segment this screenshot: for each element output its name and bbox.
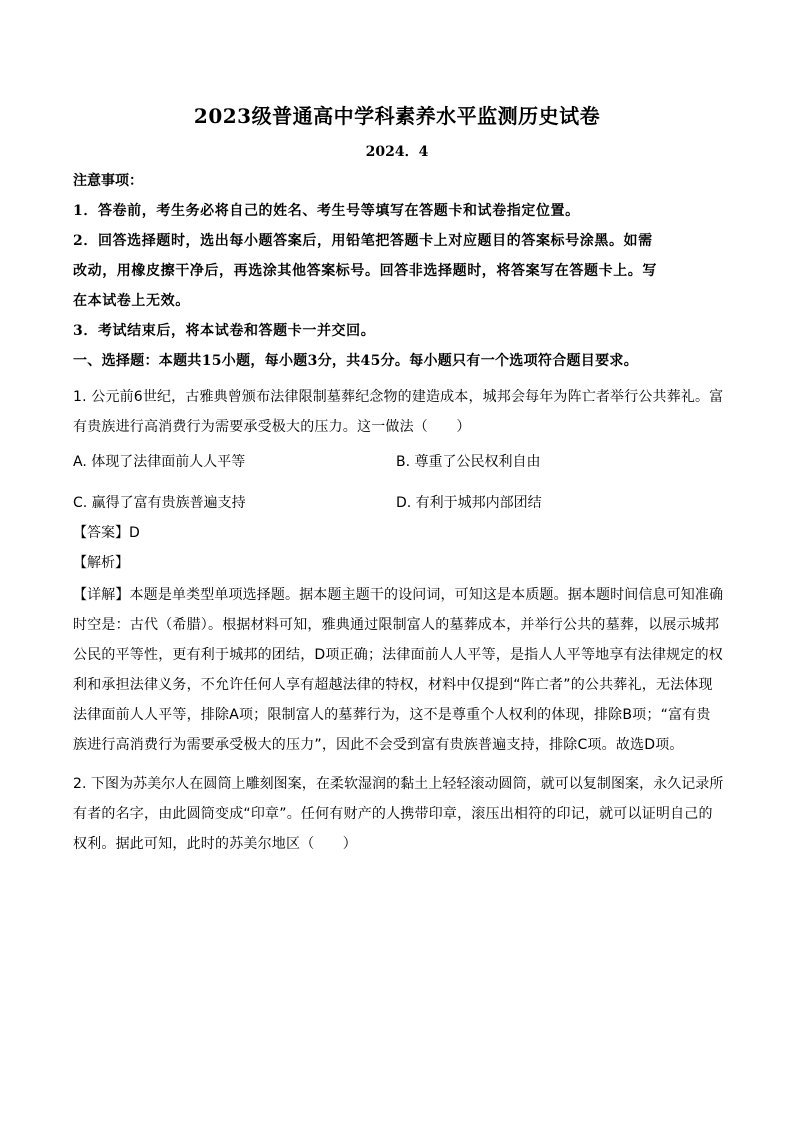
notice-line-3: 改动，用橡皮擦干净后，再选涂其他答案标号。回答非选择题时，将答案写在答题卡上。写 bbox=[73, 263, 657, 279]
section-1-heading: 一、选择题：本题共15小题，每小题3分，共45分。每小题只有一个选项符合题目要求。 bbox=[73, 353, 639, 369]
detail-label: 【详解】 bbox=[73, 587, 130, 603]
notice-line-2: 2．回答选择题时，选出每小题答案后，用铅笔把答题卡上对应题目的答案标号涂黑。如需 bbox=[73, 233, 653, 249]
q1-stem-line-1: 1. 公元前6世纪，古雅典曾颁布法律限制墓葬纪念物的建造成本，城邦会每年为阵亡者举行公共葬礼。富 bbox=[73, 389, 724, 405]
q1-detail-line-5: 法律面前人人平等，排除A项；限制富人的墓葬行为，这不是尊重个人权利的体现，排除B项；“富有贵 bbox=[73, 707, 711, 723]
exam-title: 2023级普通高中学科素养水平监测历史试卷 bbox=[193, 104, 601, 128]
notice-line-4: 在本试卷上无效。 bbox=[73, 293, 190, 309]
answer-label: 【答案】 bbox=[73, 525, 129, 541]
q1-detail-line-4: 利和承担法律义务，不允许任何人享有超越法律的特权，材料中仅提到“阵亡者”的公共葬礼，无法体现 bbox=[73, 677, 713, 693]
q1-option-d: D. 有利于城邦内部团结 bbox=[396, 495, 542, 511]
q2-stem-line-3: 权利。据此可知，此时的苏美尔地区（ ） bbox=[73, 836, 357, 852]
q1-answer bbox=[73, 522, 723, 544]
q1-detail-line-2: 时空是：古代（希腊）。根据材料可知，雅典通过限制富人的墓葬成本，并举行公共的墓葬，以展示城邦 bbox=[73, 617, 720, 633]
q1-detail-line-1 bbox=[73, 584, 723, 606]
q1-detail-line-6: 族进行高消费行为需要承受极大的压力”，因此不会受到富有贵族普遍支持，排除C项。故选D项。 bbox=[73, 737, 684, 753]
q2-stem-line-2: 有者的名字，由此圆筒变成“印章”。任何有财产的人携带印章，滚压出相符的印记，就可以证明自己的 bbox=[73, 806, 713, 822]
answer-value: D bbox=[129, 525, 140, 541]
q1-stem-line-2: 有贵族进行高消费行为需要承受极大的压力。这一做法（ ） bbox=[73, 419, 471, 435]
q1-option-b: B. 尊重了公民权利自由 bbox=[396, 454, 541, 470]
q1-detail-line-3: 公民的平等性，更有利于城邦的团结，D项正确；法律面前人人平等，是指人人平等地享有法律规定的权 bbox=[73, 647, 723, 663]
notice-line-1: 1．答卷前，考生务必将自己的姓名、考生号等填写在答题卡和试卷指定位置。 bbox=[73, 203, 580, 219]
exam-date: 2024．4 bbox=[365, 144, 429, 160]
notice-heading: 注意事项： bbox=[73, 173, 143, 189]
q2-stem-line-1: 2. 下图为苏美尔人在圆筒上雕刻图案，在柔软湿润的黏土上轻轻滚动圆筒，就可以复制图案，永久记录所 bbox=[73, 776, 724, 792]
q1-option-c: C. 赢得了富有贵族普遍支持 bbox=[73, 495, 246, 511]
q1-option-a: A. 体现了法律面前人人平等 bbox=[73, 454, 246, 470]
q1-analysis-label: 【解析】 bbox=[73, 555, 129, 571]
detail-text-1: 本题是单类型单项选择题。据本题主题干的设问词，可知这是本质题。据本题时间信息可知准确 bbox=[129, 587, 724, 603]
notice-line-5: 3．考试结束后，将本试卷和答题卡一并交回。 bbox=[73, 323, 376, 339]
